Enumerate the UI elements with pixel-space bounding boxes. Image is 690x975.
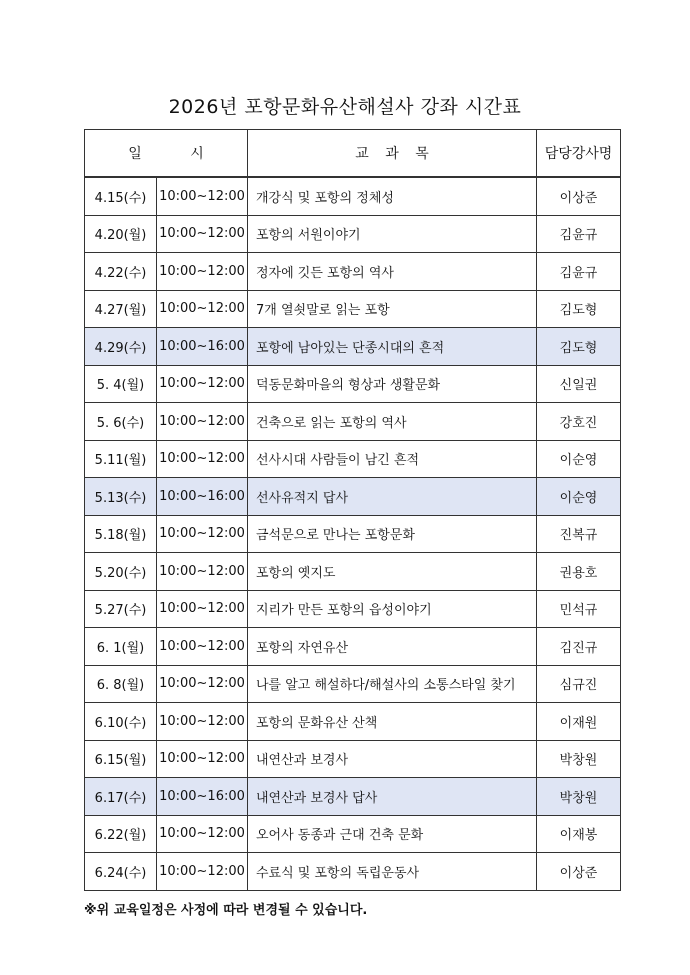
instructor-cell: 이상준	[537, 177, 621, 215]
course-cell: 포항의 자연유산	[248, 628, 537, 666]
course-cell: 7개 열쇳말로 읽는 포항	[248, 290, 537, 328]
date-cell: 6.24(수)	[85, 853, 157, 891]
instructor-cell: 이순영	[537, 440, 621, 478]
instructor-cell: 김도형	[537, 290, 621, 328]
table-row	[85, 478, 621, 516]
date-cell: 4.27(월)	[85, 290, 157, 328]
instructor-cell: 김진규	[537, 628, 621, 666]
course-cell: 내연산과 보경사 답사	[248, 778, 537, 816]
table-row	[85, 815, 621, 853]
instructor-cell: 김도형	[537, 328, 621, 366]
course-cell: 금석문으로 만나는 포항문화	[248, 515, 537, 553]
table-row	[85, 590, 621, 628]
instructor-cell: 진복규	[537, 515, 621, 553]
time-cell: 10:00~12:00	[157, 553, 248, 591]
header-course: 교 과 목	[248, 130, 537, 178]
date-cell: 6. 1(월)	[85, 628, 157, 666]
time-cell: 10:00~12:00	[157, 815, 248, 853]
date-cell: 5.20(수)	[85, 553, 157, 591]
date-cell: 6.17(수)	[85, 778, 157, 816]
instructor-cell: 김윤규	[537, 253, 621, 291]
schedule-body	[85, 177, 621, 890]
time-cell: 10:00~12:00	[157, 440, 248, 478]
course-cell: 개강식 및 포항의 정체성	[248, 177, 537, 215]
time-cell: 10:00~12:00	[157, 703, 248, 741]
instructor-cell: 김윤규	[537, 215, 621, 253]
date-cell: 5.18(월)	[85, 515, 157, 553]
table-row	[85, 328, 621, 366]
table-row	[85, 665, 621, 703]
instructor-cell: 민석규	[537, 590, 621, 628]
course-cell: 포항의 서원이야기	[248, 215, 537, 253]
time-cell: 10:00~12:00	[157, 515, 248, 553]
table-row	[85, 553, 621, 591]
course-cell: 수료식 및 포항의 독립운동사	[248, 853, 537, 891]
time-cell: 10:00~12:00	[157, 365, 248, 403]
time-cell: 10:00~12:00	[157, 215, 248, 253]
date-cell: 6. 8(월)	[85, 665, 157, 703]
instructor-cell: 박창원	[537, 778, 621, 816]
course-cell: 지리가 만든 포항의 읍성이야기	[248, 590, 537, 628]
date-cell: 5.27(수)	[85, 590, 157, 628]
date-cell: 4.29(수)	[85, 328, 157, 366]
time-cell: 10:00~12:00	[157, 740, 248, 778]
course-cell: 선사시대 사람들이 남긴 흔적	[248, 440, 537, 478]
table-row	[85, 215, 621, 253]
date-cell: 4.15(수)	[85, 177, 157, 215]
table-row	[85, 778, 621, 816]
course-cell: 내연산과 보경사	[248, 740, 537, 778]
time-cell: 10:00~12:00	[157, 590, 248, 628]
table-row	[85, 403, 621, 441]
instructor-cell: 이재원	[537, 703, 621, 741]
instructor-cell: 이재봉	[537, 815, 621, 853]
time-cell: 10:00~12:00	[157, 403, 248, 441]
date-cell: 5.13(수)	[85, 478, 157, 516]
instructor-cell: 이순영	[537, 478, 621, 516]
header-when: 일 시	[85, 130, 248, 178]
course-cell: 선사유적지 답사	[248, 478, 537, 516]
table-row	[85, 515, 621, 553]
date-cell: 6.22(월)	[85, 815, 157, 853]
table-row	[85, 365, 621, 403]
table-row	[85, 740, 621, 778]
table-row	[85, 628, 621, 666]
page-title: 2026년 포항문화유산해설사 강좌 시간표	[168, 96, 522, 118]
time-cell: 10:00~16:00	[157, 478, 248, 516]
table-row	[85, 253, 621, 291]
time-cell: 10:00~16:00	[157, 328, 248, 366]
course-cell: 덕동문화마을의 형상과 생활문화	[248, 365, 537, 403]
time-cell: 10:00~12:00	[157, 665, 248, 703]
table-row	[85, 290, 621, 328]
table-row	[85, 177, 621, 215]
date-cell: 6.15(월)	[85, 740, 157, 778]
date-cell: 4.20(월)	[85, 215, 157, 253]
instructor-cell: 권용호	[537, 553, 621, 591]
schedule-notice: ※위 교육일정은 사정에 따라 변경될 수 있습니다.	[84, 903, 368, 918]
time-cell: 10:00~16:00	[157, 778, 248, 816]
date-cell: 5. 4(월)	[85, 365, 157, 403]
date-cell: 5. 6(수)	[85, 403, 157, 441]
date-cell: 5.11(월)	[85, 440, 157, 478]
time-cell: 10:00~12:00	[157, 290, 248, 328]
course-cell: 포항의 옛지도	[248, 553, 537, 591]
time-cell: 10:00~12:00	[157, 628, 248, 666]
time-cell: 10:00~12:00	[157, 177, 248, 215]
date-cell: 6.10(수)	[85, 703, 157, 741]
course-cell: 정자에 깃든 포항의 역사	[248, 253, 537, 291]
course-cell: 건축으로 읽는 포항의 역사	[248, 403, 537, 441]
table-header-row	[85, 130, 621, 178]
time-cell: 10:00~12:00	[157, 253, 248, 291]
header-instructor: 담당강사명	[537, 130, 621, 178]
time-cell: 10:00~12:00	[157, 853, 248, 891]
table-row	[85, 853, 621, 891]
course-cell: 나를 알고 해설하다/해설사의 소통스타일 찾기	[248, 665, 537, 703]
course-cell: 오어사 동종과 근대 건축 문화	[248, 815, 537, 853]
instructor-cell: 박창원	[537, 740, 621, 778]
table-row	[85, 703, 621, 741]
course-cell: 포항에 남아있는 단종시대의 흔적	[248, 328, 537, 366]
table-row	[85, 440, 621, 478]
instructor-cell: 강호진	[537, 403, 621, 441]
schedule-table	[84, 129, 621, 891]
instructor-cell: 심규진	[537, 665, 621, 703]
course-cell: 포항의 문화유산 산책	[248, 703, 537, 741]
instructor-cell: 신일권	[537, 365, 621, 403]
instructor-cell: 이상준	[537, 853, 621, 891]
date-cell: 4.22(수)	[85, 253, 157, 291]
